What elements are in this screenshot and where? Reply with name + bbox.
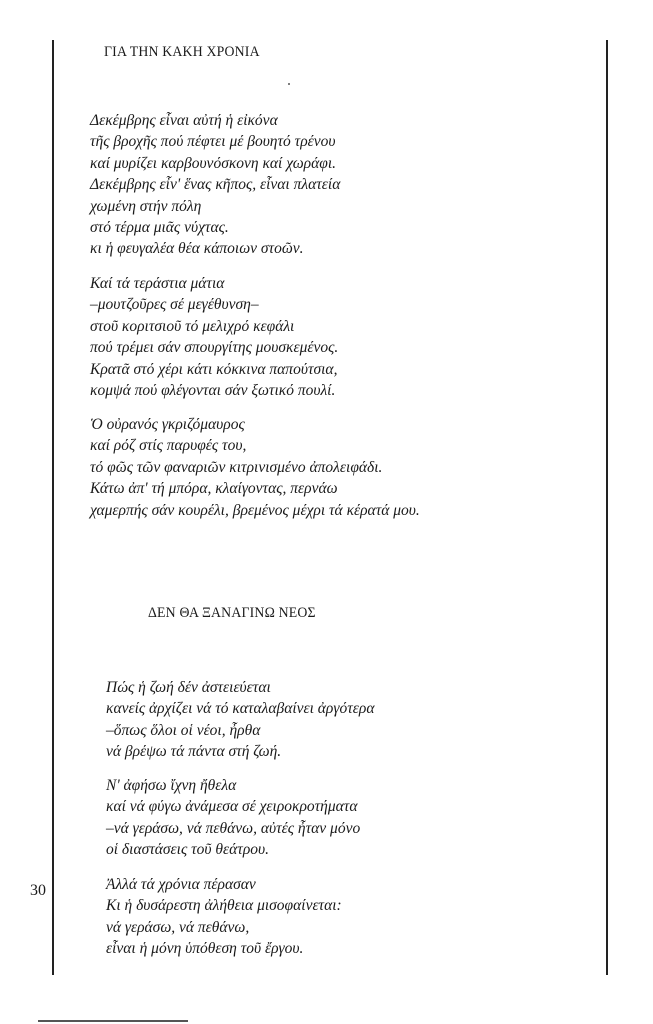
poem-line: κομψά πού φλέγονται σάν ξωτικό πουλί. (90, 382, 336, 400)
poem-title: ΔΕΝ ΘΑ ΞΑΝΑΓΙΝΩ ΝΕΟΣ (148, 605, 316, 621)
poem-line: πού τρέμει σάν σπουργίτης μουσκεμένος. (90, 339, 339, 357)
poem-line: νά γεράσω, νά πεθάνω, (106, 918, 250, 936)
poem-line: τό φῶς τῶν φαναριῶν κιτρινισμένο ἀπολειφάδι. (90, 458, 383, 476)
poem-line: χωμένη στήν πόλη (90, 197, 202, 215)
poem-line: εἶναι ἡ μόνη ὑπόθεση τοῦ ἔργου. (106, 940, 304, 958)
poem-line: Κρατᾶ στό χέρι κάτι κόκκινα παπούτσια, (90, 360, 338, 378)
poem-line: καί μυρίζει καρβουνόσκονη καί χωράφι. (90, 154, 336, 172)
poem-line: –νά γεράσω, νά πεθάνω, αὐτές ἦταν μόνο (106, 819, 361, 837)
stanza (90, 273, 338, 401)
poem-line: τῆς βροχῆς πού πέφτει μέ βουητό τρένου (90, 133, 336, 151)
poem-line: στό τέρμα μιᾶς νύχτας. (90, 219, 229, 237)
stanza (90, 110, 340, 260)
right-margin-rule (606, 40, 608, 975)
poem-title: ΓΙΑ ΤΗΝ ΚΑΚΗ ΧΡΟΝΙΑ (104, 44, 260, 60)
left-margin-rule (52, 40, 54, 975)
poem-line: Ὁ οὐρανός γκριζόμαυρος (90, 416, 245, 433)
page-number: 30 (30, 882, 46, 899)
poem-line: Κι ἡ δυσάρεστη ἀλήθεια μισοφαίνεται: (106, 897, 342, 915)
bottom-rule (38, 1020, 188, 1022)
poem-line: κι ἡ φευγαλέα θέα κάποιων στοῶν. (90, 240, 304, 258)
poem-line: οἱ διαστάσεις τοῦ θεάτρου. (106, 841, 269, 859)
poem-line: χαμερπής σάν κουρέλι, βρεμένος μέχρι τά κέρατά μου. (90, 501, 420, 519)
poem-line: –μουτζοῦρες σέ μεγέθυνση– (90, 296, 259, 314)
stanza (90, 414, 420, 521)
poem-line: κανείς ἀρχίζει νά τό καταλαβαίνει ἀργότερα (106, 700, 375, 718)
poem-line: Ἀλλά τά χρόνια πέρασαν (106, 876, 256, 893)
poem-line: –ὅπως ὅλοι οἱ νέοι, ἦρθα (106, 721, 261, 739)
poem-line: στοῦ κοριτσιοῦ τό μελιχρό κεφάλι (90, 317, 295, 335)
print-speck (288, 83, 290, 85)
poem-line: νά βρέψω τά πάντα στή ζωή. (106, 743, 282, 761)
poem-line: Κάτω ἀπ' τή μπόρα, κλαίγοντας, περνάω (90, 480, 338, 498)
stanza (106, 677, 374, 763)
poem-line: Καί τά τεράστια μάτια (90, 275, 225, 292)
poem-line: Ν' ἀφήσω ἴχνη ἤθελα (106, 777, 237, 794)
poem-line: Δεκέμβρης εἶναι αὐτή ἡ εἰκόνα (90, 112, 278, 129)
poem-line: καί ρόζ στίς παρυφές του, (90, 437, 247, 455)
poem-line: Δεκέμβρης εἶν' ἕνας κῆπος, εἶναι πλατεία (90, 176, 341, 194)
poem-line: Πώς ἡ ζωή δέν ἀστειεύεται (106, 679, 271, 696)
stanza (106, 775, 360, 861)
poem-line: καί νά φύγω ἀνάμεσα σέ χειροκροτήματα (106, 798, 358, 816)
stanza (106, 874, 342, 960)
